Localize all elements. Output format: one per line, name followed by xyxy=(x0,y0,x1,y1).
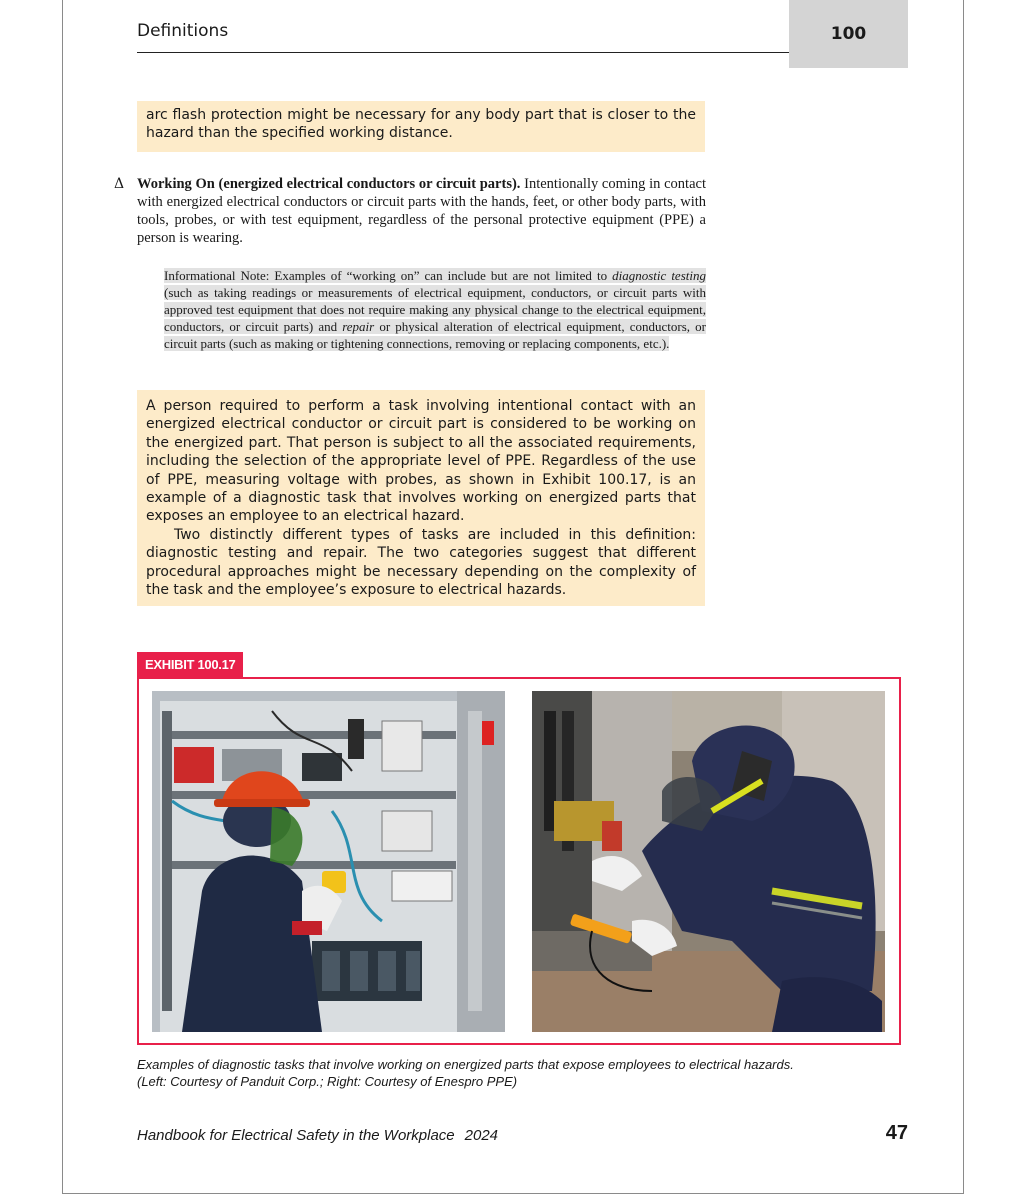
commentary-block-2 xyxy=(137,390,705,606)
exhibit-label: EXHIBIT 100.17 xyxy=(137,652,243,677)
commentary-paragraph-2: Two distinctly different types of tasks are included in this definition: diagnostic testing and repair. The two categories suggest that different procedural approaches might be necessary depending on the complexity of the task and the employee’s exposure to electrical hazards. xyxy=(146,526,696,599)
definition-term: Working On (energized electrical conductors or circuit parts). xyxy=(137,176,521,192)
exhibit-caption xyxy=(137,1056,897,1090)
running-header-section: Definitions xyxy=(137,21,229,41)
commentary-paragraph-1: A person required to perform a task involving intentional contact with an energized electrical conductor or circuit part is considered to be working on the energized part. That person is subject to all the associated requirements, including the selection of the appropriate level of PPE. Regardless of the use of PPE, measuring voltage with probes, as shown in Exhibit 100.17, is an example of a diagnostic task that involves working on energized parts that exposes an employee to an electrical hazard. xyxy=(146,398,696,525)
note-emphasis-repair: repair xyxy=(342,319,375,334)
header-rule xyxy=(137,52,789,53)
note-text-1: Informational Note: Examples of “working on” can include but are not limited to xyxy=(164,268,613,283)
article-number-tab: 100 xyxy=(789,0,908,68)
exhibit-photo-left xyxy=(152,691,505,1032)
running-footer-title xyxy=(137,1127,498,1144)
note-text-2: (such as taking readings or measurements of electrical equipment, conductors, or circuit parts with approved test equipment that does not require making any physical change to the electrical equipment, conductors, or circuit parts) and xyxy=(164,285,706,334)
note-text-3: or physical alteration of electrical equipment, conductors, or circuit parts (such as making or tightening connections, removing or replacing components, etc.). xyxy=(164,319,706,351)
page-number: 47 xyxy=(885,1122,908,1144)
footer-book-title: Handbook for Electrical Safety in the Workplace xyxy=(137,1127,455,1144)
revision-delta-mark: Δ xyxy=(114,176,125,192)
commentary-block-1: arc flash protection might be necessary for any body part that is closer to the hazard than the specified working distance. xyxy=(137,101,705,152)
note-emphasis-diagnostic: diagnostic testing xyxy=(612,268,706,283)
exhibit-photo-right xyxy=(532,691,885,1032)
definition-text: Intentionally coming in contact with energized electrical conductors or circuit parts with the hands, feet, or other body parts, with tools, probes, or with test equipment, regardless of the personal protective equipment (PPE) a person is wearing. xyxy=(137,176,706,246)
definition-working-on xyxy=(137,175,706,247)
caption-line-2: (Left: Courtesy of Panduit Corp.; Right: Courtesy of Enespro PPE) xyxy=(137,1074,518,1089)
footer-year: 2024 xyxy=(464,1127,499,1144)
informational-note xyxy=(164,267,706,352)
caption-line-1: Examples of diagnostic tasks that involve working on energized parts that expose employees to electrical hazards. xyxy=(137,1057,794,1072)
